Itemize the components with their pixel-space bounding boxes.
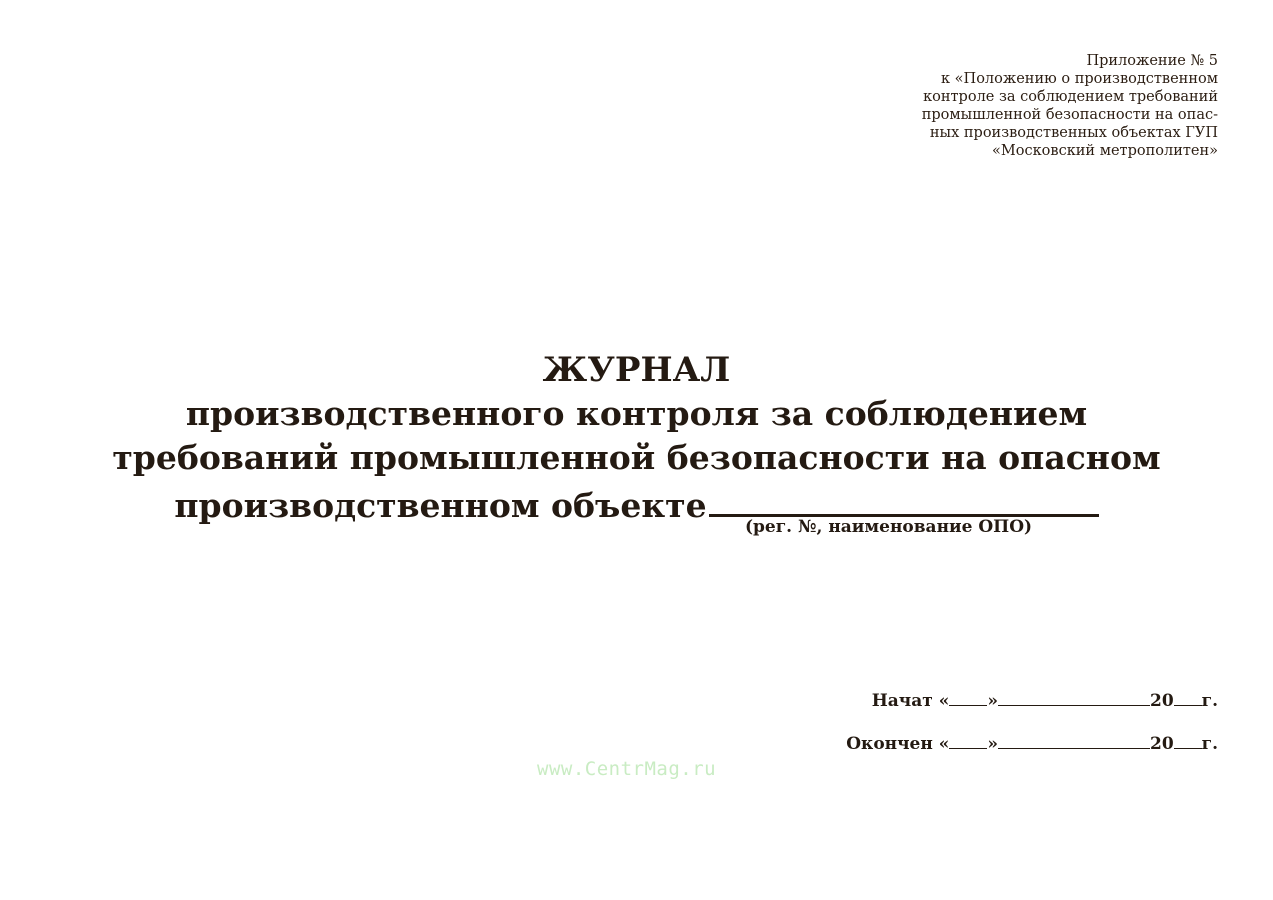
- appendix-line: Приложение № 5: [1086, 53, 1218, 69]
- finished-suffix: г.: [1201, 734, 1218, 754]
- finished-label: Окончен «: [846, 734, 950, 754]
- appendix-line: промышленной безопасности на опас-: [921, 107, 1218, 123]
- dates-block: [846, 690, 1218, 776]
- title-line-3-text: производственном объекте: [174, 486, 707, 525]
- started-day-blank[interactable]: [949, 690, 987, 706]
- started-quote: »: [987, 691, 998, 711]
- object-name-blank[interactable]: [709, 480, 1099, 517]
- watermark: www.CentrMag.ru: [537, 758, 717, 780]
- finished-century: 20: [1149, 734, 1174, 754]
- started-century: 20: [1149, 691, 1174, 711]
- appendix-line: «Московский метрополитен»: [992, 143, 1218, 159]
- title-line-1: производственного контроля за соблюдением: [185, 394, 1088, 433]
- started-date-row: [846, 690, 1218, 712]
- journal-title: [0, 348, 1273, 528]
- started-label: Начат «: [871, 691, 950, 711]
- title-heading: ЖУРНАЛ: [542, 350, 731, 390]
- appendix-line: контроле за соблюдением требований: [923, 89, 1218, 105]
- finished-month-blank[interactable]: [998, 733, 1150, 749]
- finished-date-row: [846, 733, 1218, 755]
- title-line-3: [0, 480, 1273, 528]
- appendix-line: ных производственных объектах ГУП: [929, 125, 1218, 141]
- finished-quote: »: [987, 734, 998, 754]
- appendix-line: к «Положению о производственном: [941, 71, 1218, 87]
- object-name-caption: (рег. №, наименование ОПО): [745, 517, 1033, 537]
- started-month-blank[interactable]: [998, 690, 1150, 706]
- appendix-note: [922, 52, 1218, 160]
- finished-year-blank[interactable]: [1174, 733, 1202, 749]
- started-suffix: г.: [1201, 691, 1218, 711]
- started-year-blank[interactable]: [1174, 690, 1202, 706]
- title-line-2: требований промышленной безопасности на опасном: [112, 438, 1161, 477]
- finished-day-blank[interactable]: [949, 733, 987, 749]
